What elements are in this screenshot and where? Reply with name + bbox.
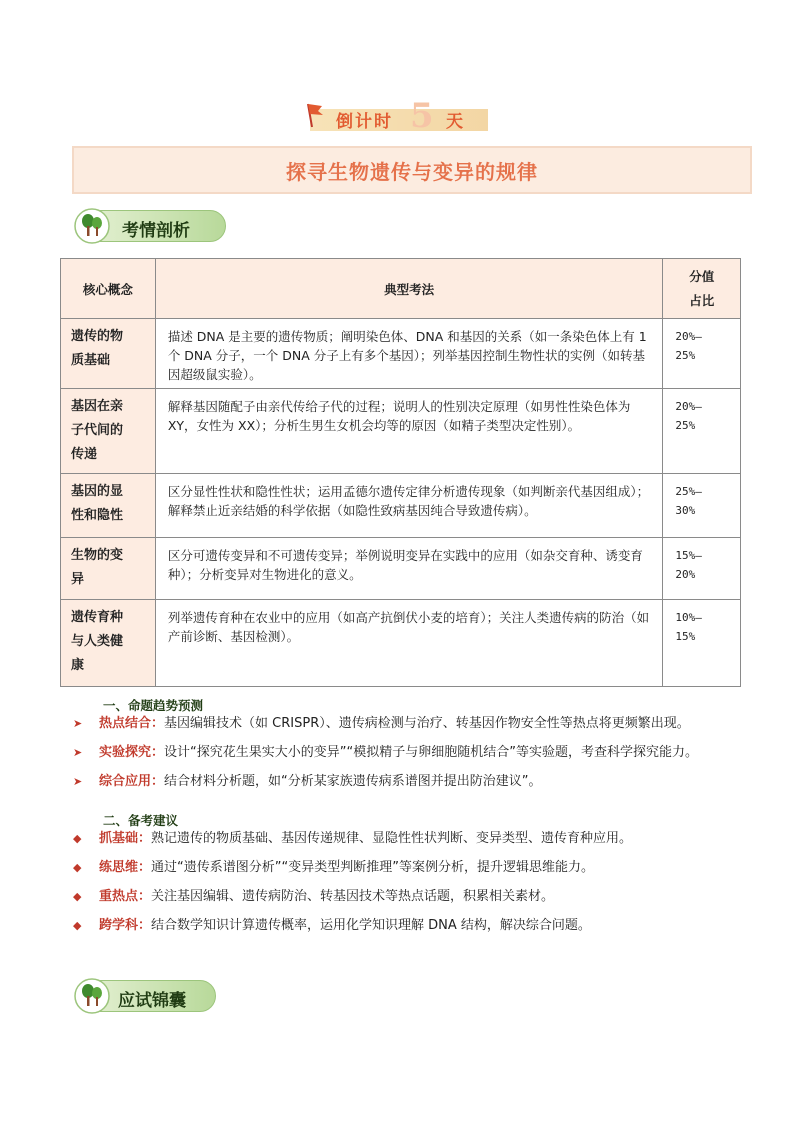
table-row: [61, 319, 741, 389]
trend-keyword: 热点结合: [99, 716, 152, 731]
score-cell: [663, 319, 741, 389]
advice-item: [73, 860, 594, 876]
table-header-row: [61, 259, 741, 319]
keyword-sep: ：: [151, 745, 165, 760]
keyword-sep: ：: [138, 918, 152, 933]
diamond-bullet-icon: ◆: [73, 832, 82, 845]
table-row: [61, 600, 741, 687]
header-score: [663, 259, 741, 319]
countdown-badge: [304, 98, 490, 136]
concept-cell: [61, 600, 156, 687]
trend-item: [73, 716, 690, 732]
trend-text: 结合材料分析题，如“分析某家族遗传病系谱图并提出防治建议”。: [164, 774, 542, 789]
method-cell: 区分显性性状和隐性性状；运用孟德尔遗传定律分析遗传现象（如判断亲代基因组成）；解释禁止近亲结婚的科学依据（如隐性致病基因纯合导致遗传病）。: [155, 474, 663, 538]
method-cell: 解释基因随配子由亲代传给子代的过程；说明人的性别决定原理（如男性性染色体为 XY，女性为 XX）；分析生男生女机会均等的原因（如精子类型决定性别）。: [155, 389, 663, 474]
concept-cell: [61, 538, 156, 600]
keyword-sep: ：: [138, 889, 152, 904]
method-cell: 描述 DNA 是主要的遗传物质；阐明染色体、DNA 和基因的关系（如一条染色体上有 1 个 DNA 分子，一个 DNA 分子上有多个基因）；列举基因控制生物性状的实例（如转基因超级鼠实验）。: [155, 319, 663, 389]
header-concept: 核心概念: [61, 259, 156, 319]
score-line: 15%: [675, 630, 696, 643]
section-header-tips: [72, 978, 218, 1014]
concept-line: 与人类健: [71, 634, 124, 649]
advice-keyword: 跨学科: [99, 918, 139, 933]
concept-line: 子代间的: [71, 423, 124, 438]
section-title: 考情剖析: [122, 221, 190, 241]
concept-line: 生物的变: [71, 548, 124, 563]
diamond-bullet-icon: ◆: [73, 890, 82, 903]
keyword-sep: ：: [138, 860, 152, 875]
concept-line: 基因的显: [71, 484, 124, 499]
table-row: [61, 389, 741, 474]
advice-text: 关注基因编辑、遗传病防治、转基因技术等热点话题，积累相关素材。: [151, 889, 555, 904]
concept-line: 遗传的物: [71, 329, 124, 344]
concept-cell: [61, 319, 156, 389]
header-score-line: 分值: [689, 268, 715, 284]
advice-item: [73, 918, 591, 934]
advice-title: 二、备考建议: [103, 813, 179, 828]
diamond-bullet-icon: ◆: [73, 861, 82, 874]
trend-keyword: 实验探究: [99, 745, 152, 760]
concept-cell: [61, 389, 156, 474]
advice-text: 结合数学知识计算遗传概率，运用化学知识理解 DNA 结构，解决综合问题。: [151, 918, 591, 933]
trend-text: 基因编辑技术（如 CRISPR）、遗传病检测与治疗、转基因作物安全性等热点将更频繁出现。: [164, 716, 690, 731]
score-line: 30%: [675, 504, 696, 517]
concept-line: 异: [71, 572, 85, 587]
trend-item: [73, 745, 698, 761]
advice-keyword: 抓基础: [99, 831, 139, 846]
concept-line: 性和隐性: [71, 508, 124, 523]
score-cell: [663, 600, 741, 687]
concept-cell: [61, 474, 156, 538]
score-cell: [663, 474, 741, 538]
concept-line: 质基础: [71, 353, 111, 368]
tree-icon: [72, 208, 112, 244]
advice-text: 通过“遗传系谱图分析”“变异类型判断推理”等案例分析，提升逻辑思维能力。: [151, 860, 594, 875]
score-line: 20%—: [675, 330, 702, 343]
advice-keyword: 练思维: [99, 860, 139, 875]
flag-icon: [304, 102, 326, 128]
trend-item: [73, 774, 542, 790]
concept-line: 传递: [71, 447, 98, 462]
method-cell: 列举遗传育种在农业中的应用（如高产抗倒伏小麦的培育）；关注人类遗传病的防治（如产前诊断、基因检测）。: [155, 600, 663, 687]
tree-icon: [72, 978, 112, 1014]
score-line: 15%—: [675, 549, 702, 562]
advice-text: 熟记遗传的物质基础、基因传递规律、显隐性性状判断、变异类型、遗传育种应用。: [151, 831, 633, 846]
concept-line: 遗传育种: [71, 610, 124, 625]
keyword-sep: ：: [151, 774, 165, 789]
arrow-bullet-icon: ➤: [73, 717, 83, 730]
arrow-bullet-icon: ➤: [73, 775, 83, 788]
diamond-bullet-icon: ◆: [73, 919, 82, 932]
keyword-sep: ：: [151, 716, 165, 731]
score-cell: [663, 538, 741, 600]
score-line: 10%—: [675, 611, 702, 624]
keyword-sep: ：: [138, 831, 152, 846]
trend-title: 一、命题趋势预测: [103, 698, 204, 713]
exam-analysis-table: [60, 258, 741, 687]
page-title: 探寻生物遗传与变异的规律: [286, 159, 538, 184]
countdown-prefix: 倒计时: [336, 112, 393, 132]
section-title: 应试锦囊: [118, 991, 186, 1011]
score-line: 25%—: [675, 485, 702, 498]
table-row: [61, 474, 741, 538]
countdown-number: 5: [410, 96, 434, 136]
method-cell: 区分可遗传变异和不可遗传变异；举例说明变异在实践中的应用（如杂交育种、诱变育种）；分析变异对生物进化的意义。: [155, 538, 663, 600]
advice-item: [73, 889, 554, 905]
score-line: 25%: [675, 349, 696, 362]
score-line: 20%—: [675, 400, 702, 413]
section-header-analysis: [72, 208, 228, 244]
trend-text: 设计“探究花生果实大小的变异”“模拟精子与卵细胞随机结合”等实验题，考查科学探究能力。: [164, 745, 698, 760]
countdown-suffix: 天: [446, 112, 463, 132]
header-score-line: 占比: [689, 292, 715, 308]
trend-keyword: 综合应用: [99, 774, 152, 789]
header-method: 典型考法: [155, 259, 663, 319]
score-cell: [663, 389, 741, 474]
arrow-bullet-icon: ➤: [73, 746, 83, 759]
score-line: 20%: [675, 568, 696, 581]
concept-line: 基因在亲: [71, 399, 124, 414]
concept-line: 康: [71, 658, 85, 673]
score-line: 25%: [675, 419, 696, 432]
advice-keyword: 重热点: [99, 889, 139, 904]
advice-item: [73, 831, 632, 847]
title-banner: [72, 146, 752, 194]
table-row: [61, 538, 741, 600]
